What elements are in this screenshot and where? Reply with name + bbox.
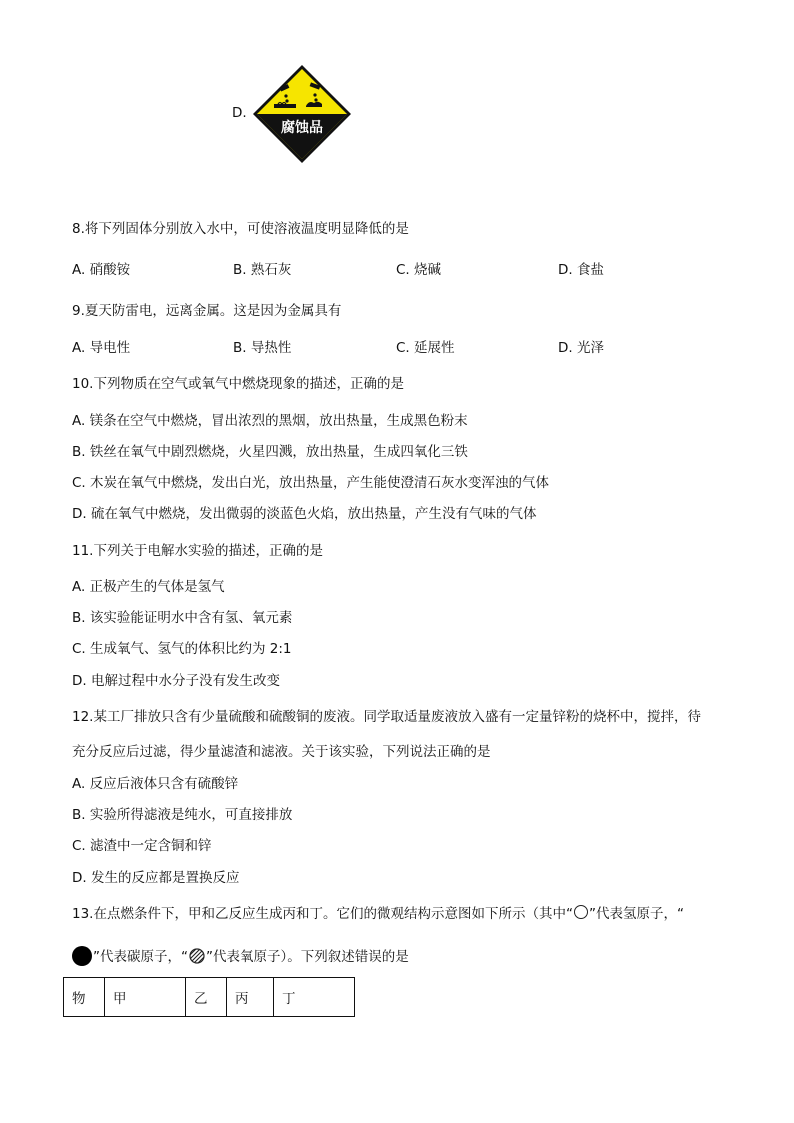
- q12-option-a: A. 反应后液体只含有硫酸锌: [72, 776, 239, 792]
- table-header-cell: 甲: [105, 978, 186, 1017]
- table-header-cell: 丙: [227, 978, 274, 1017]
- question-11-stem: 11.下列关于电解水实验的描述，正确的是: [72, 543, 323, 559]
- q12-option-b: B. 实验所得滤液是纯水，可直接排放: [72, 807, 293, 823]
- table-row: [64, 978, 355, 1017]
- option-d-label: D.: [232, 105, 247, 121]
- question-13-stem-line1: [72, 905, 684, 923]
- q13-substance-table: [63, 977, 355, 1017]
- q9-option-c: C. 延展性: [396, 340, 455, 356]
- question-13-stem-line2: [72, 946, 409, 966]
- table-header-cell: 物: [64, 978, 105, 1017]
- table-header-cell: 乙: [186, 978, 227, 1017]
- q12-option-d: D. 发生的反应都是置换反应: [72, 870, 240, 886]
- sign-caption: 腐蚀品: [281, 120, 323, 136]
- q13-text-part1: 13.在点燃条件下，甲和乙反应生成丙和丁。它们的微观结构示意图如下所示（其中“: [72, 906, 573, 922]
- question-12-stem-line2: 充分反应后过滤，得少量滤渣和滤液。关于该实验，下列说法正确的是: [72, 744, 491, 760]
- question-12-stem-line1: 12.某工厂排放只含有少量硫酸和硫酸铜的废液。同学取适量废液放入盛有一定量锌粉的烧杯中，搅拌，待: [72, 709, 701, 725]
- q13-text-part4: ”代表氧原子）。下列叙述错误的是: [206, 949, 409, 965]
- q9-option-b: B. 导热性: [233, 340, 292, 356]
- q9-option-d: D. 光泽: [558, 340, 604, 356]
- table-header-cell: 丁: [274, 978, 355, 1017]
- q12-option-c: C. 滤渣中一定含铜和锌: [72, 838, 212, 854]
- q13-text-part2: ”代表氢原子，“: [588, 906, 684, 922]
- q8-option-b: B. 熟石灰: [233, 262, 292, 278]
- q13-text-part3: ”代表碳原子，“: [93, 949, 188, 965]
- q10-option-c: C. 木炭在氧气中燃烧，发出白光，放出热量，产生能使澄清石灰水变浑浊的气体: [72, 475, 550, 491]
- q10-option-b: B. 铁丝在氧气中剧烈燃烧，火星四溅，放出热量，生成四氧化三铁: [72, 444, 468, 460]
- oxygen-atom-icon: [189, 948, 205, 964]
- q8-option-d: D. 食盐: [558, 262, 604, 278]
- question-8-stem: 8.将下列固体分别放入水中，可使溶液温度明显降低的是: [72, 221, 409, 237]
- corrosive-hazard-sign: [252, 64, 352, 164]
- question-10-stem: 10.下列物质在空气或氧气中燃烧现象的描述，正确的是: [72, 376, 404, 392]
- carbon-atom-icon: [72, 946, 92, 966]
- q8-option-c: C. 烧碱: [396, 262, 442, 278]
- q11-option-d: D. 电解过程中水分子没有发生改变: [72, 673, 280, 689]
- corrosive-sign-icon: [252, 64, 352, 164]
- q9-option-a: A. 导电性: [72, 340, 131, 356]
- q11-option-b: B. 该实验能证明水中含有氢、氧元素: [72, 610, 293, 626]
- hydrogen-atom-icon: [574, 905, 588, 919]
- q11-option-a: A. 正极产生的气体是氢气: [72, 579, 225, 595]
- q10-option-a: A. 镁条在空气中燃烧，冒出浓烈的黑烟，放出热量，生成黑色粉末: [72, 413, 468, 429]
- q8-option-a: A. 硝酸铵: [72, 262, 131, 278]
- q10-option-d: D. 硫在氧气中燃烧，发出微弱的淡蓝色火焰，放出热量，产生没有气味的气体: [72, 506, 537, 522]
- question-9-stem: 9.夏天防雷电，远离金属。这是因为金属具有: [72, 303, 342, 319]
- q11-option-c: C. 生成氧气、氢气的体积比约为 2:1: [72, 641, 292, 657]
